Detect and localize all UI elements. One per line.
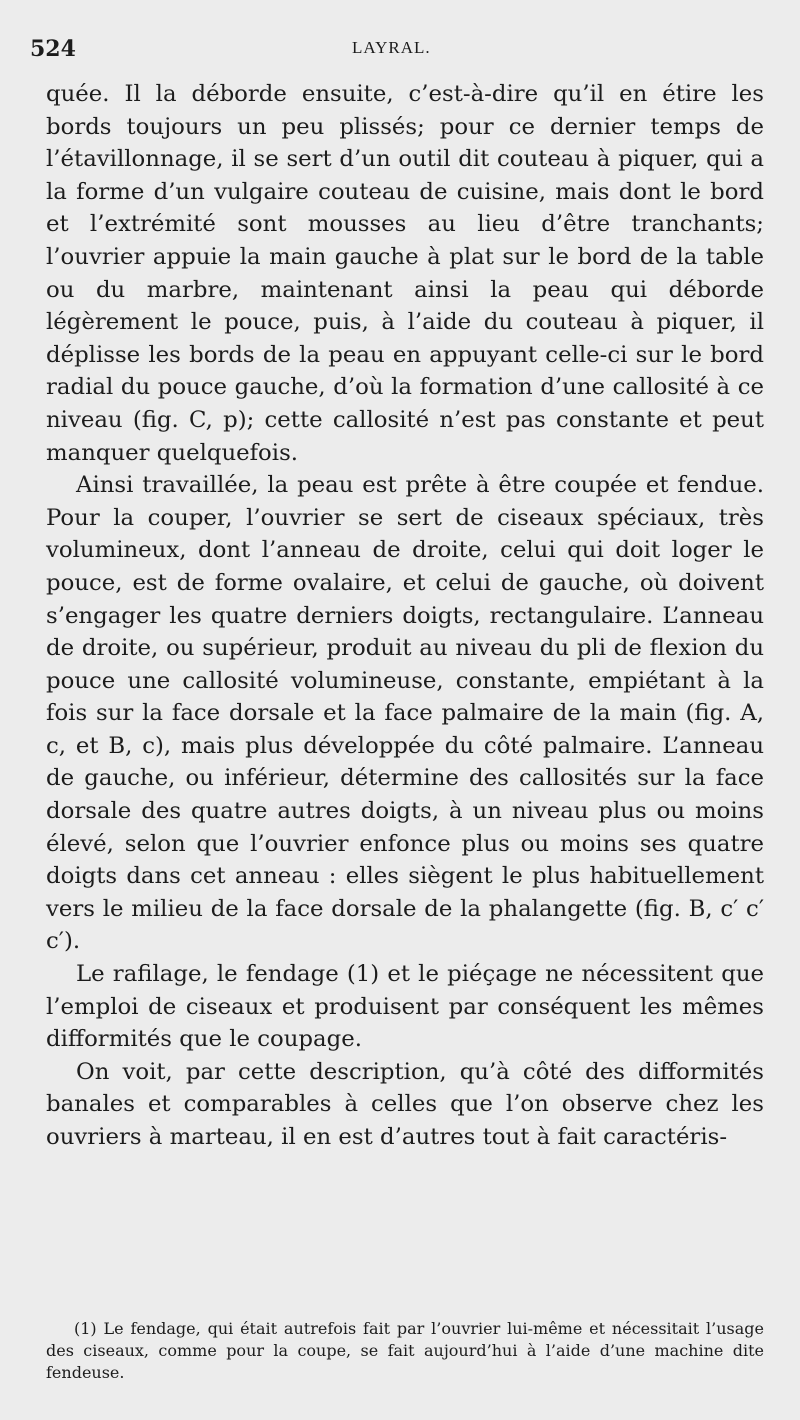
page-number: 524 — [30, 36, 76, 62]
footnote: (1) Le fendage, qui était autrefois fait par l’ouvrier lui-même et nécessitait l’usage des ciseaux, comme pour la coupe, se fait aujourd’hui à l’aide d’une machine dite fendeuse. — [46, 1319, 764, 1382]
paragraph-3: Le rafilage, le fendage (1) et le piéçage ne nécessitent que l’emploi de ciseaux et produisent par conséquent les mêmes difformités que le coupage. — [46, 961, 764, 1053]
paragraph-4: On voit, par cette description, qu’à côté des difformités banales et comparables à celles que l’on observe chez les ouvriers à marteau, il en est d’autres tout à fait caractéris- — [46, 1058, 764, 1150]
page-header — [30, 36, 730, 66]
paragraph-2: Ainsi travaillée, la peau est prête à être coupée et fendue. Pour la couper, l’ouvrier se sert de ciseaux spéciaux, très volumineux, dont l’anneau de droite, celui qui doit loger le pouce, est de forme ovalaire, et celui de gauche, où doivent s’engager les quatre derniers doigts, rectangulaire. L’anneau de droite, ou supérieur, produit au niveau du pli de flexion du pouce une callosité volumineuse, constante, empiétant à la fois sur la face dorsale et la face palmaire de la main (fig. A, c, et B, c), mais plus développée du côté palmaire. L’anneau de gauche, ou inférieur, détermine des callosités sur la face dorsale des quatre autres doigts, à un niveau plus ou moins élevé, selon que l’ouvrier enfonce plus ou moins ses quatre doigts dans cet anneau : elles siègent le plus habituellement vers le milieu de la face dorsale de la phalangette (fig. B, c′ c′ c′). — [46, 472, 764, 955]
paragraph-1: quée. Il la déborde ensuite, c’est-à-dire qu’il en étire les bords toujours un peu plissés; pour ce dernier temps de l’étavillonnage, il se sert d’un outil dit couteau à piquer, qui a la forme d’un vulgaire couteau de cuisine, mais dont le bord et l’extrémité sont mousses au lieu d’être tranchants; l’ouvrier appuie la main gauche à plat sur le bord de la table ou du marbre, maintenant ainsi la peau qui déborde légèrement le pouce, puis, à l’aide du couteau à piquer, il déplisse les bords de la peau en appuyant celle-ci sur le bord radial du pouce gauche, d’où la formation d’une callosité à ce niveau (fig. C, p); cette callosité n’est pas constante et peut manquer quelquefois. — [46, 81, 764, 466]
body-text — [46, 78, 764, 1154]
running-head: LAYRAL. — [352, 38, 431, 57]
